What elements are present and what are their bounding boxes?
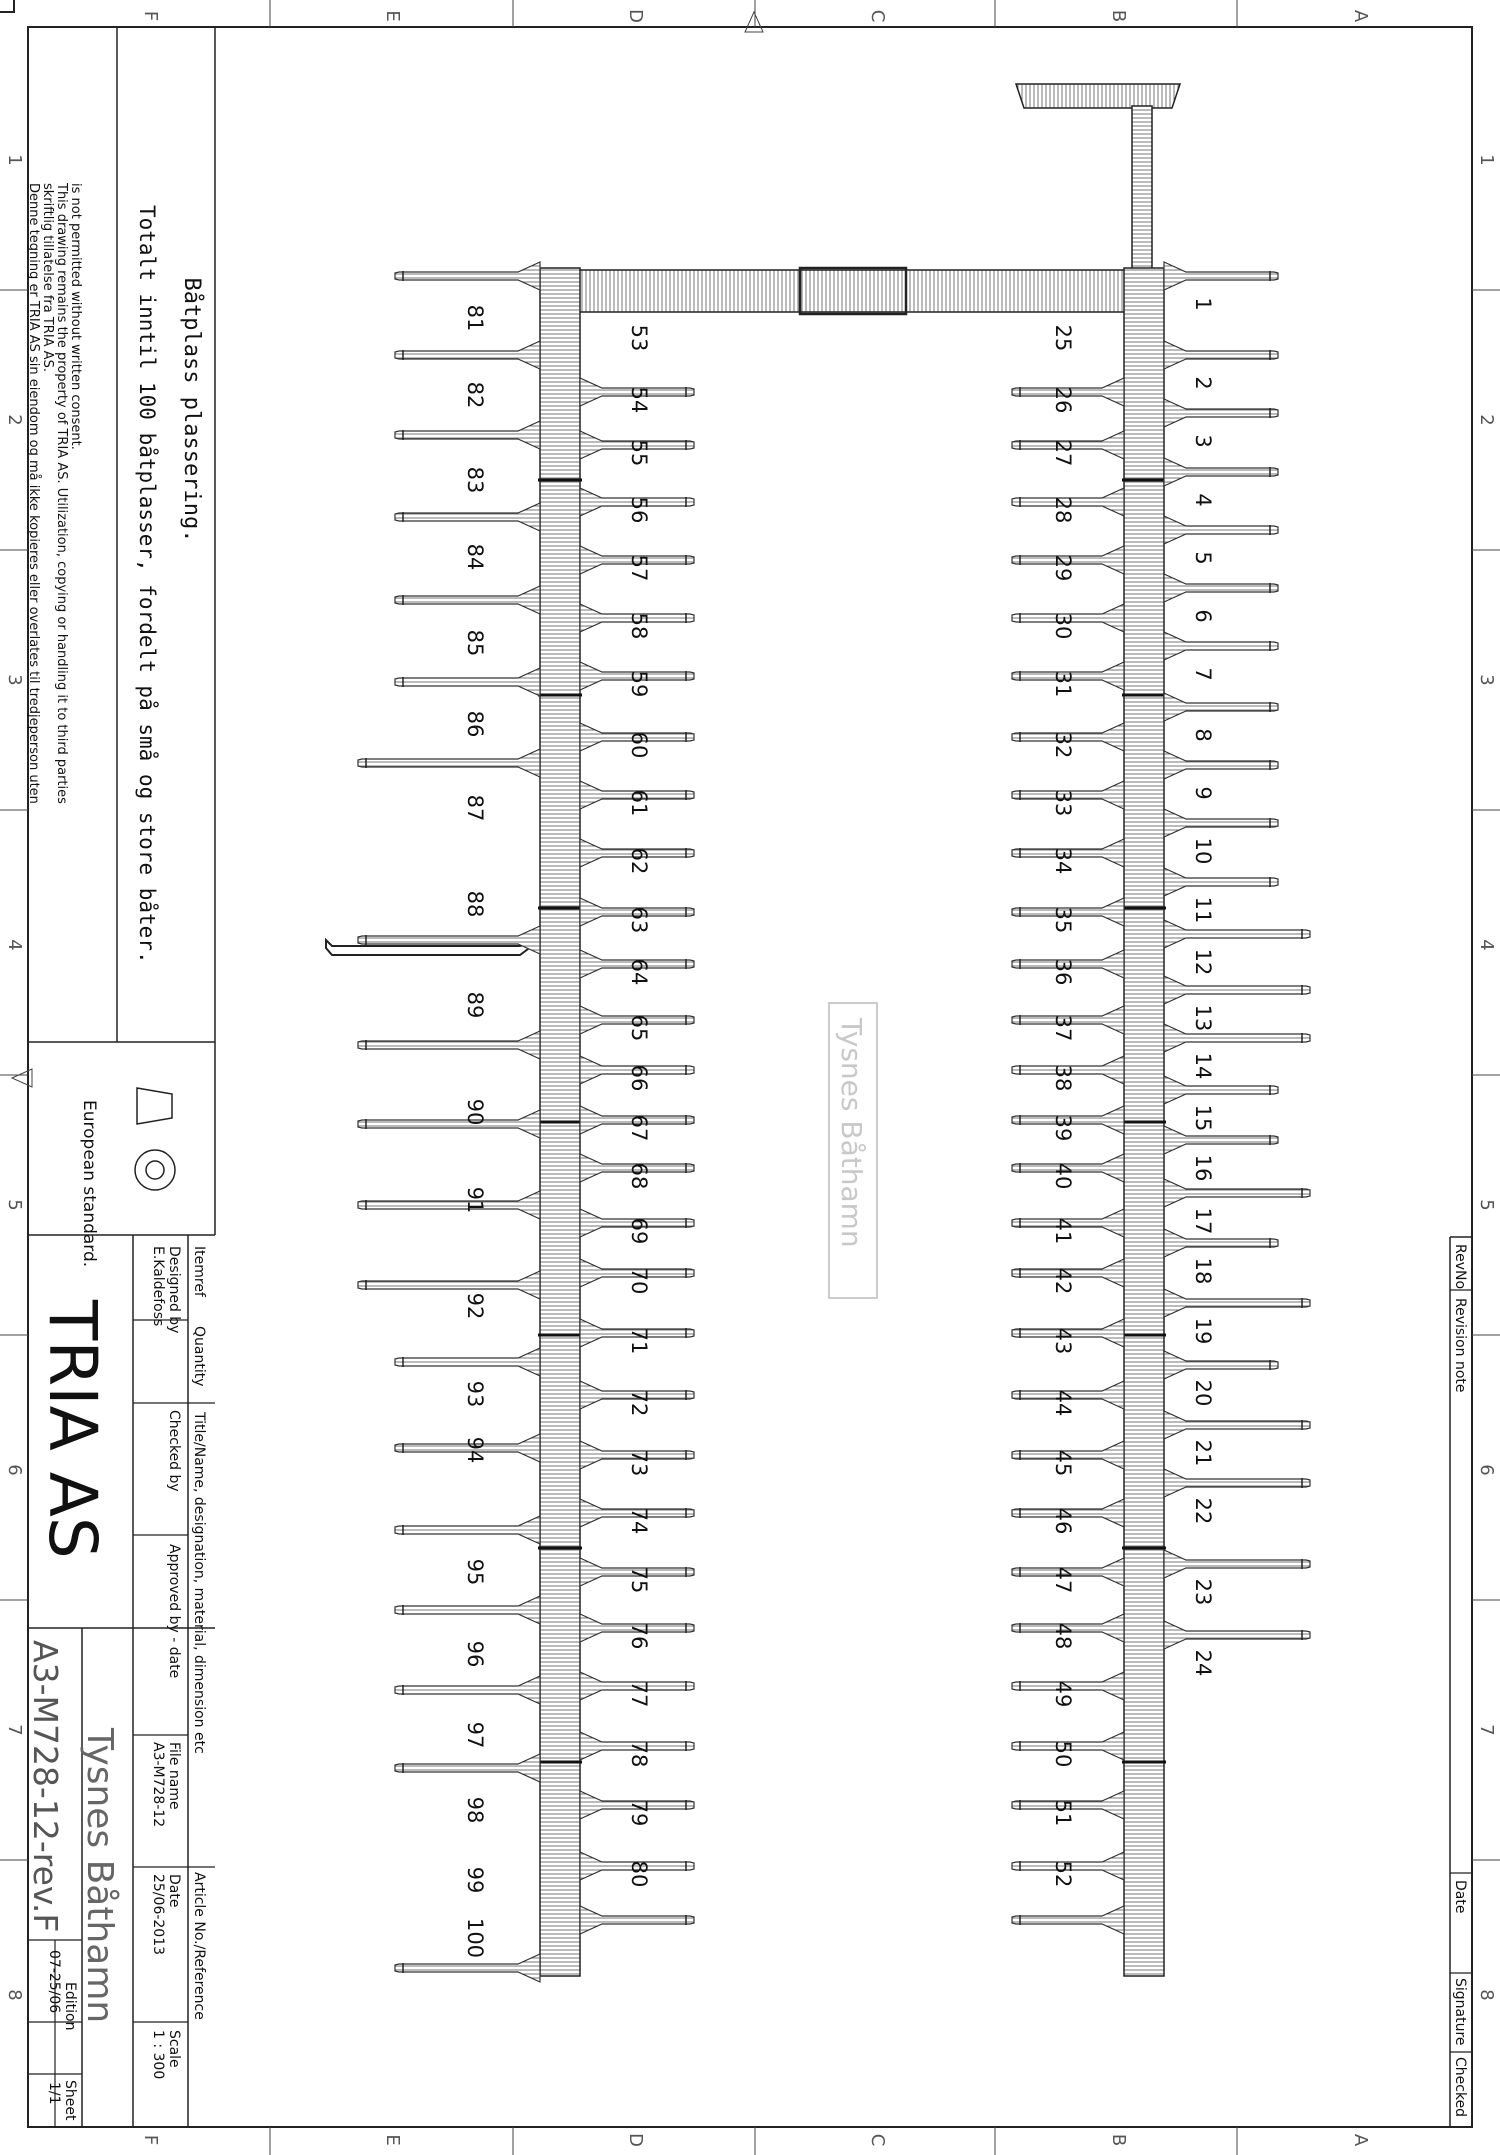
berth-number: 47 — [1051, 1566, 1075, 1594]
revision-signature-label: Signature — [1452, 1978, 1468, 2046]
berth-number: 95 — [463, 1558, 487, 1586]
berth-number: 6 — [1191, 609, 1215, 623]
zone-row-label: 2 — [1476, 414, 1497, 426]
berth-number: 97 — [463, 1721, 487, 1749]
zone-column-label: B — [1108, 2133, 1129, 2147]
file-name-label: File name — [166, 1742, 182, 1810]
berth-number: 70 — [627, 1267, 651, 1295]
berth-number: 17 — [1191, 1207, 1215, 1235]
berth-number: 77 — [627, 1680, 651, 1708]
revision-note-label: Revision note — [1452, 1298, 1468, 1393]
zone-row-label: 5 — [4, 1199, 25, 1211]
file-name-value: A3-M728-12 — [150, 1742, 166, 1828]
notice-line-3: This drawing remains the property of TRIA AS. Utilization, copying or handling it to third parties — [54, 183, 69, 804]
berth-number: 4 — [1191, 493, 1215, 507]
berth-number: 2 — [1191, 376, 1215, 390]
zone-row-label: 2 — [4, 414, 25, 426]
berth-number: 45 — [1051, 1449, 1075, 1477]
berth-number: 41 — [1051, 1217, 1075, 1245]
berth-number: 89 — [463, 991, 487, 1019]
berth-number: 5 — [1191, 551, 1215, 565]
berth-number: 1 — [1191, 297, 1215, 311]
company-name: TRIA AS — [34, 1300, 111, 1559]
berth-number: 29 — [1051, 554, 1075, 582]
watermark-text: Tysnes Båthamn — [835, 1018, 868, 1248]
zone-row-label: 7 — [4, 1724, 25, 1736]
berth-number: 7 — [1191, 667, 1215, 681]
berth-number: 21 — [1191, 1439, 1215, 1467]
berth-number: 92 — [463, 1292, 487, 1320]
sheet-value: 1/1 — [46, 2082, 62, 2105]
berth-number: 71 — [627, 1327, 651, 1355]
berth-number: 68 — [627, 1162, 651, 1190]
notice-line-4: is not permitted without written consent. — [68, 183, 83, 450]
notice-line-2: skriftlig tillatelse fra TRIA AS. — [40, 183, 55, 372]
zone-row-label: 6 — [4, 1464, 25, 1476]
zone-row-label: 8 — [4, 1989, 25, 2001]
berth-number: 73 — [627, 1449, 651, 1477]
berth-number: 76 — [627, 1622, 651, 1650]
berth-number: 55 — [627, 439, 651, 467]
zone-row-label: 3 — [1476, 674, 1497, 686]
zone-row-label: 1 — [1476, 154, 1497, 166]
berth-number: 18 — [1191, 1257, 1215, 1285]
approved-by-label: Approved by - date — [166, 1544, 182, 1679]
berth-number: 69 — [627, 1217, 651, 1245]
berth-number: 50 — [1051, 1740, 1075, 1768]
berth-number: 75 — [627, 1566, 651, 1594]
berth-number: 82 — [463, 381, 487, 409]
quantity-label: Quantity — [191, 1326, 207, 1387]
berth-number: 96 — [463, 1640, 487, 1668]
berth-number: 36 — [1051, 958, 1075, 986]
berth-number: 61 — [627, 789, 651, 817]
projection-label: European standard. — [79, 1100, 99, 1268]
revno-label: RevNo — [1452, 1244, 1468, 1290]
zone-column-label: A — [1350, 2133, 1371, 2147]
zone-column-label: D — [625, 9, 646, 23]
berth-number: 16 — [1191, 1154, 1215, 1182]
berth-number: 57 — [627, 554, 651, 582]
drawing-subtitle: Totalt inntil 100 båtplasser, fordelt på små og store båter. — [135, 205, 159, 964]
zone-column-label: C — [867, 9, 888, 23]
zone-column-label: F — [140, 2134, 161, 2146]
berth-number: 81 — [463, 304, 487, 332]
berth-number: 28 — [1051, 496, 1075, 524]
berth-number: 11 — [1191, 896, 1215, 924]
berth-number: 51 — [1051, 1799, 1075, 1827]
zone-row-label: 1 — [4, 154, 25, 166]
revision-checked-label: Checked — [1452, 2057, 1468, 2118]
berth-number: 53 — [627, 324, 651, 352]
berth-number: 10 — [1191, 837, 1215, 865]
berth-number: 58 — [627, 612, 651, 640]
berth-number: 88 — [463, 890, 487, 918]
berth-number: 37 — [1051, 1014, 1075, 1042]
project-name: Tysnes Båthamn — [79, 1728, 120, 2024]
zone-row-label: 4 — [4, 939, 25, 951]
berth-number: 65 — [627, 1014, 651, 1042]
berth-number: 34 — [1051, 847, 1075, 875]
drawing-number: A3-M728-12-rev.F — [26, 1640, 65, 1933]
berth-number: 32 — [1051, 731, 1075, 759]
edition-value: 07-25/06 — [46, 1950, 62, 2014]
sheet-label: Sheet — [62, 2080, 78, 2121]
article-no-label: Article No./Reference — [191, 1872, 207, 2020]
berth-number: 98 — [463, 1796, 487, 1824]
berth-number: 94 — [463, 1436, 487, 1464]
drawing-title: Båtplass plassering. — [179, 277, 204, 543]
berth-number: 31 — [1051, 670, 1075, 698]
designed-by-value: E.Kaldefoss — [150, 1246, 166, 1327]
scale-label: Scale — [166, 2030, 182, 2068]
zone-row-label: 4 — [1476, 939, 1497, 951]
berth-number: 25 — [1051, 324, 1075, 352]
berth-number: 33 — [1051, 789, 1075, 817]
zone-row-label: 6 — [1476, 1464, 1497, 1476]
zone-column-label: A — [1350, 9, 1371, 23]
zone-column-label: F — [140, 10, 161, 22]
berth-number: 19 — [1191, 1317, 1215, 1345]
berth-number: 66 — [627, 1064, 651, 1092]
berth-number: 12 — [1191, 948, 1215, 976]
berth-number: 20 — [1191, 1379, 1215, 1407]
gangway — [1132, 106, 1152, 286]
berth-number: 48 — [1051, 1622, 1075, 1650]
edition-label: Edition — [62, 1982, 78, 2031]
berth-number: 56 — [627, 496, 651, 524]
berth-number: 38 — [1051, 1064, 1075, 1092]
berth-number: 79 — [627, 1799, 651, 1827]
title-name-label: Title/Name, designation, material, dimension etc — [191, 1412, 207, 1754]
berth-number: 3 — [1191, 434, 1215, 448]
berth-number: 60 — [627, 731, 651, 759]
berth-number: 80 — [627, 1860, 651, 1888]
zone-column-label: D — [625, 2133, 646, 2147]
berth-number: 24 — [1191, 1649, 1215, 1677]
berth-number: 35 — [1051, 906, 1075, 934]
berth-number: 93 — [463, 1380, 487, 1408]
zone-column-label: E — [382, 2134, 403, 2146]
notice-line-1: Denne tegning er TRIA AS sin eiendom og må ikke kopieres eller overlates til tredjeperson uten — [26, 183, 41, 804]
berth-number: 83 — [463, 466, 487, 494]
berth-number: 44 — [1051, 1389, 1075, 1417]
date-label: Date — [166, 1874, 182, 1908]
zone-row-label: 5 — [1476, 1199, 1497, 1211]
cross-pier — [572, 270, 1146, 312]
designed-by-label: Designed by — [166, 1246, 182, 1334]
berth-number: 26 — [1051, 386, 1075, 414]
berth-number: 91 — [463, 1186, 487, 1214]
berth-number: 72 — [627, 1389, 651, 1417]
berth-number: 59 — [627, 670, 651, 698]
berth-number: 74 — [627, 1507, 651, 1535]
itemref-label: Itemref — [191, 1246, 207, 1297]
berth-number: 99 — [463, 1866, 487, 1894]
berth-number: 22 — [1191, 1497, 1215, 1525]
berth-number: 84 — [463, 543, 487, 571]
berth-number: 100 — [463, 1917, 487, 1959]
berth-number: 52 — [1051, 1860, 1075, 1888]
zone-row-label: 7 — [1476, 1724, 1497, 1736]
berth-number: 23 — [1191, 1578, 1215, 1606]
berth-number: 39 — [1051, 1114, 1075, 1142]
berth-number: 78 — [627, 1740, 651, 1768]
berth-number: 49 — [1051, 1680, 1075, 1708]
berth-number: 63 — [627, 906, 651, 934]
berth-number: 43 — [1051, 1327, 1075, 1355]
berth-number: 13 — [1191, 1004, 1215, 1032]
zone-column-label: B — [1108, 9, 1129, 23]
zone-row-label: 8 — [1476, 1989, 1497, 2001]
revision-date-label: Date — [1452, 1880, 1468, 1914]
zone-column-label: E — [382, 10, 403, 22]
berth-number: 14 — [1191, 1052, 1215, 1080]
berth-number: 90 — [463, 1098, 487, 1126]
berth-number: 64 — [627, 958, 651, 986]
berth-number: 54 — [627, 386, 651, 414]
berth-number: 9 — [1191, 786, 1215, 800]
berth-number: 27 — [1051, 439, 1075, 467]
berth-number: 42 — [1051, 1267, 1075, 1295]
berth-number: 86 — [463, 710, 487, 738]
zone-row-label: 3 — [4, 674, 25, 686]
berth-number: 40 — [1051, 1162, 1075, 1190]
gangway-landing — [1016, 84, 1180, 108]
date-value: 25/06-2013 — [150, 1874, 166, 1956]
berth-number: 30 — [1051, 612, 1075, 640]
berth-number: 85 — [463, 629, 487, 657]
berth-number: 15 — [1191, 1104, 1215, 1132]
berth-number: 8 — [1191, 728, 1215, 742]
berth-number: 87 — [463, 794, 487, 822]
berth-number: 62 — [627, 847, 651, 875]
berth-number: 67 — [627, 1114, 651, 1142]
checked-by-label: Checked by — [166, 1410, 182, 1492]
scale-value: 1 : 300 — [150, 2030, 166, 2080]
berth-number: 46 — [1051, 1507, 1075, 1535]
zone-column-label: C — [867, 2133, 888, 2147]
